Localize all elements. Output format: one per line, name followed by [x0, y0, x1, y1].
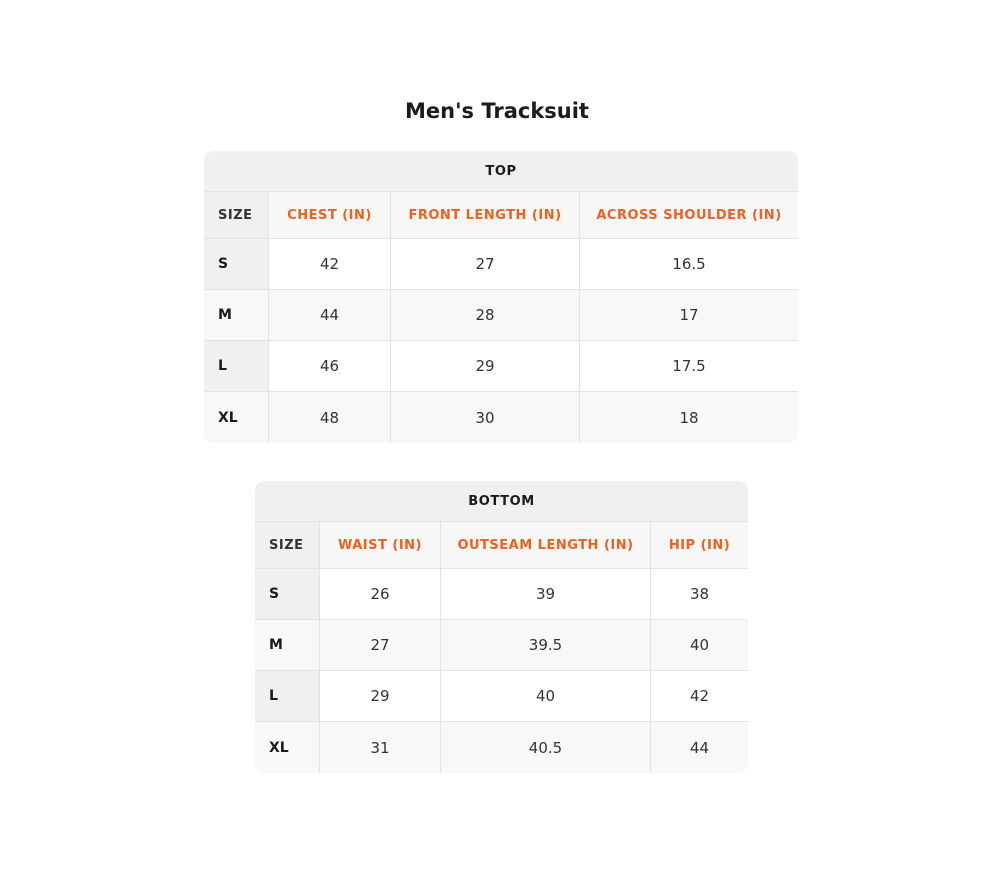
top-chest-cell: 44: [269, 290, 391, 341]
bottom-outseam-length-cell: 40.5: [441, 722, 651, 773]
bottom-column-header-row: [255, 522, 748, 569]
top-size-cell: S: [204, 239, 269, 290]
top-size-cell: XL: [204, 392, 269, 443]
bottom-size-table: [255, 481, 748, 773]
bottom-hip-cell: 44: [651, 722, 748, 773]
top-column-header-row: [204, 192, 798, 239]
top-front-length-cell: 28: [391, 290, 580, 341]
bottom-col-outseam-length: OUTSEAM LENGTH (IN): [441, 522, 651, 569]
bottom-hip-cell: 42: [651, 671, 748, 722]
top-row-xl: [204, 392, 798, 443]
top-front-length-cell: 30: [391, 392, 580, 443]
top-row-s: [204, 239, 798, 290]
bottom-waist-cell: 27: [320, 620, 441, 671]
top-chest-cell: 48: [269, 392, 391, 443]
bottom-waist-cell: 29: [320, 671, 441, 722]
top-col-size: SIZE: [204, 192, 269, 239]
bottom-section-title: BOTTOM: [255, 481, 748, 522]
bottom-outseam-length-cell: 40: [441, 671, 651, 722]
bottom-size-cell: S: [255, 569, 320, 620]
top-row-m: [204, 290, 798, 341]
top-chest-cell: 46: [269, 341, 391, 392]
top-col-across-shoulder: ACROSS SHOULDER (IN): [580, 192, 798, 239]
top-size-cell: M: [204, 290, 269, 341]
top-chest-cell: 42: [269, 239, 391, 290]
top-section-header-row: [204, 151, 798, 192]
bottom-size-cell: M: [255, 620, 320, 671]
top-across-shoulder-cell: 16.5: [580, 239, 798, 290]
bottom-row-xl: [255, 722, 748, 773]
top-front-length-cell: 27: [391, 239, 580, 290]
bottom-size-cell: L: [255, 671, 320, 722]
bottom-hip-cell: 40: [651, 620, 748, 671]
bottom-section-header-row: [255, 481, 748, 522]
bottom-row-s: [255, 569, 748, 620]
top-col-front-length: FRONT LENGTH (IN): [391, 192, 580, 239]
top-section-title: TOP: [204, 151, 798, 192]
top-row-l: [204, 341, 798, 392]
top-across-shoulder-cell: 17.5: [580, 341, 798, 392]
top-col-chest: CHEST (IN): [269, 192, 391, 239]
bottom-waist-cell: 26: [320, 569, 441, 620]
top-size-table: [204, 151, 798, 443]
bottom-row-m: [255, 620, 748, 671]
bottom-hip-cell: 38: [651, 569, 748, 620]
top-across-shoulder-cell: 17: [580, 290, 798, 341]
bottom-col-waist: WAIST (IN): [320, 522, 441, 569]
bottom-waist-cell: 31: [320, 722, 441, 773]
bottom-size-cell: XL: [255, 722, 320, 773]
bottom-row-l: [255, 671, 748, 722]
top-across-shoulder-cell: 18: [580, 392, 798, 443]
page-title: Men's Tracksuit: [405, 99, 589, 123]
bottom-col-hip: HIP (IN): [651, 522, 748, 569]
top-front-length-cell: 29: [391, 341, 580, 392]
bottom-col-size: SIZE: [255, 522, 320, 569]
top-size-cell: L: [204, 341, 269, 392]
bottom-outseam-length-cell: 39.5: [441, 620, 651, 671]
bottom-outseam-length-cell: 39: [441, 569, 651, 620]
